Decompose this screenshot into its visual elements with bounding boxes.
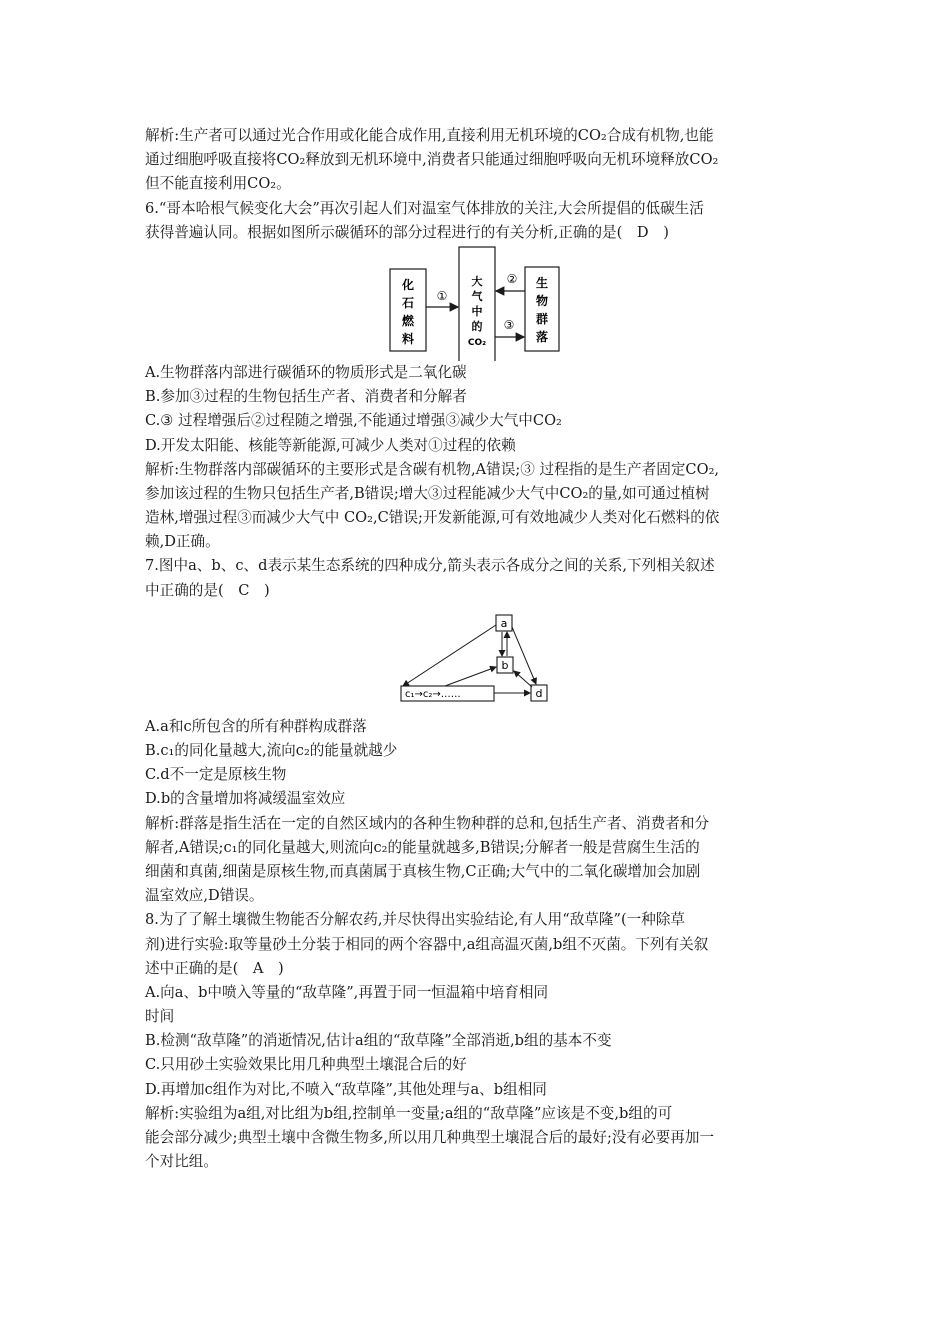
fossil-char: 石 bbox=[401, 295, 415, 310]
atmosphere-char: 中 bbox=[471, 304, 483, 318]
option-c: C.③ 过程增强后②过程随之增强,不能通过增强③减少大气中CO₂ bbox=[145, 412, 562, 430]
carbon-cycle-svg bbox=[145, 245, 810, 361]
text-line: 细菌和真菌,细菌是原核生物,而真菌属于真核生物,C正确;大气中的二氧化碳增加会加剧 bbox=[145, 862, 701, 880]
option-d: D.b的含量增加将减缓温室效应 bbox=[145, 790, 346, 808]
atmosphere-char: 大 bbox=[471, 274, 483, 288]
option-b: B.c₁的同化量越大,流向c₂的能量就越少 bbox=[145, 742, 398, 759]
q8-options bbox=[145, 981, 810, 1102]
q7-stem bbox=[145, 554, 810, 602]
text-line: 述中正确的是( A ) bbox=[145, 959, 284, 977]
text-line: 8.为了了解土壤微生物能否分解农药,并尽快得出实验结论,有人用“敌草隆”(一种除草 bbox=[145, 911, 686, 929]
text-line: 6.“哥本哈根气候变化大会”再次引起人们对温室气体排放的关注,大会所提倡的低碳生活 bbox=[145, 199, 704, 217]
text-line: 解析:生产者可以通过光合作用或化能合成作用,直接利用无机环境的CO₂合成有机物,也能 bbox=[145, 127, 714, 144]
option-a-continued: 时间 bbox=[145, 1008, 175, 1026]
atmosphere-co2-label: CO₂ bbox=[467, 337, 487, 348]
text-line: 但不能直接利用CO₂。 bbox=[145, 175, 291, 193]
q8-analysis bbox=[145, 1102, 810, 1175]
text-line: 能会部分减少;典型土壤中含微生物多,所以用几种典型土壤混合后的最好;没有必要再加一 bbox=[145, 1129, 715, 1146]
q7-options bbox=[145, 715, 810, 812]
text-line: 剂)进行实验:取等量砂土分装于相同的两个容器中,a组高温灭菌,b组不灭菌。下列有关叙 bbox=[145, 935, 709, 953]
arrow-3-label: ③ bbox=[503, 317, 515, 332]
option-c: C.d不一定是原核生物 bbox=[145, 766, 287, 784]
option-d: D.再增加c组作为对比,不喷入“敌草隆”,其他处理与a、b组相同 bbox=[145, 1080, 547, 1098]
arrow-1-label: ① bbox=[436, 288, 448, 303]
carbon-cycle-diagram bbox=[145, 245, 810, 361]
document-page bbox=[145, 124, 810, 1174]
q6-options bbox=[145, 361, 810, 458]
node-d-label: d bbox=[535, 686, 543, 700]
fossil-char: 料 bbox=[401, 331, 415, 346]
text-line: 解析:实验组为a组,对比组为b组,控制单一变量;a组的“敌草隆”应该是不变,b组的可 bbox=[145, 1104, 673, 1122]
atmosphere-char: 气 bbox=[471, 289, 483, 303]
text-line: 个对比组。 bbox=[145, 1153, 218, 1171]
community-char: 落 bbox=[535, 329, 549, 344]
option-a: A.生物群落内部进行碳循环的物质形式是二氧化碳 bbox=[145, 363, 467, 381]
option-b: B.参加③过程的生物包括生产者、消费者和分解者 bbox=[145, 388, 467, 406]
consumer-chain-label: c₁→c₂→…… bbox=[405, 688, 461, 700]
arrow-d-to-b bbox=[514, 671, 532, 687]
text-line: 7.图中a、b、c、d表示某生态系统的四种成分,箭头表示各成分之间的关系,下列相关叙述 bbox=[145, 557, 715, 575]
text-line: 参加该过程的生物只包括生产者,B错误;增大③过程能减少大气中CO₂的量,如可通过植树 bbox=[145, 484, 710, 502]
text-line: 获得普遍认同。根据如图所示碳循环的部分过程进行的有关分析,正确的是( D ) bbox=[145, 223, 669, 241]
text-line: 解析:群落是指生活在一定的自然区域内的各种生物种群的总和,包括生产者、消费者和分 bbox=[145, 814, 710, 832]
fossil-char: 化 bbox=[401, 277, 415, 292]
arrow-c-to-b bbox=[445, 667, 496, 686]
arrow-a-to-d bbox=[512, 627, 536, 684]
community-char: 群 bbox=[535, 311, 549, 326]
node-a-label: a bbox=[500, 616, 508, 630]
community-char: 物 bbox=[535, 293, 549, 308]
fossil-char: 燃 bbox=[401, 313, 415, 328]
text-line: 造林,增强过程③而减少大气中 CO₂,C错误;开发新能源,可有效地减少人类对化石燃料的依 bbox=[145, 509, 720, 527]
q7-analysis bbox=[145, 812, 810, 909]
text-line: 中正确的是( C ) bbox=[145, 581, 270, 599]
q8-stem bbox=[145, 908, 810, 981]
node-b-label: b bbox=[501, 658, 509, 672]
text-line: 通过细胞呼吸直接将CO₂释放到无机环境中,消费者只能通过细胞呼吸向无机环境释放CO₂ bbox=[145, 151, 719, 169]
q5-analysis bbox=[145, 124, 810, 197]
ecosystem-diagram bbox=[145, 603, 810, 715]
text-line: 解者,A错误;c₁的同化量越大,则流向c₂的能量就越多,B错误;分解者一般是营腐生生活的 bbox=[145, 838, 700, 856]
option-b: B.检测“敌草隆”的消逝情况,估计a组的“敌草隆”全部消逝,b组的基本不变 bbox=[145, 1032, 612, 1050]
text-line: 解析:生物群落内部碳循环的主要形式是含碳有机物,A错误;③ 过程指的是生产者固定CO₂, bbox=[145, 460, 720, 478]
community-char: 生 bbox=[535, 275, 549, 290]
option-c: C.只用砂土实验效果比用几种典型土壤混合后的好 bbox=[145, 1056, 467, 1074]
option-a: A.向a、b中喷入等量的“敌草隆”,再置于同一恒温箱中培育相同 bbox=[145, 983, 549, 1001]
text-line: 赖,D正确。 bbox=[145, 533, 220, 551]
option-d: D.开发太阳能、核能等新能源,可减少人类对①过程的依赖 bbox=[145, 436, 516, 454]
ecosystem-svg bbox=[145, 603, 810, 715]
atmosphere-char: 的 bbox=[471, 319, 483, 333]
arrow-2-label: ② bbox=[506, 271, 518, 286]
q6-analysis bbox=[145, 458, 810, 555]
arrow-a-to-c bbox=[403, 625, 496, 686]
option-a: A.a和c所包含的所有种群构成群落 bbox=[145, 717, 367, 735]
q6-stem bbox=[145, 197, 810, 245]
text-line: 温室效应,D错误。 bbox=[145, 887, 264, 905]
